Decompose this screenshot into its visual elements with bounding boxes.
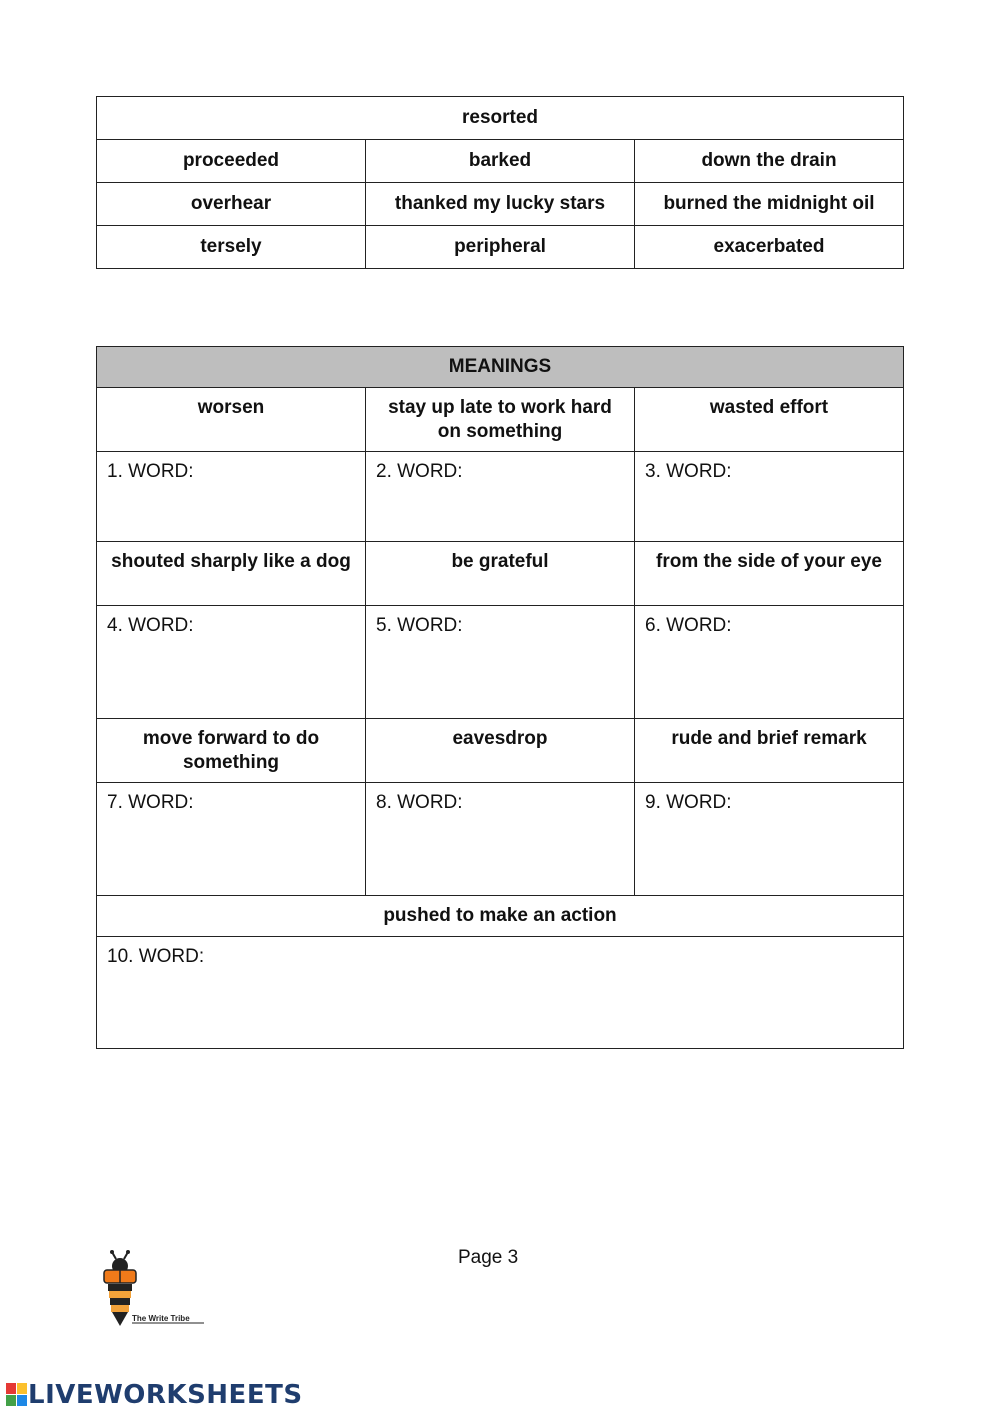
meaning-cell: pushed to make an action xyxy=(97,896,904,937)
liveworksheets-brand xyxy=(6,1380,303,1410)
word-bank-table xyxy=(96,96,904,269)
answer-field-8[interactable]: 8. WORD: xyxy=(366,783,635,896)
answer-field-1[interactable]: 1. WORD: xyxy=(97,452,366,542)
write-tribe-logo xyxy=(96,1250,208,1330)
liveworksheets-text: LIVEWORKSHEETS xyxy=(28,1380,303,1410)
meaning-cell: rude and brief remark xyxy=(635,719,904,783)
meaning-cell: stay up late to work hard on something xyxy=(366,388,635,452)
meanings-table xyxy=(96,346,904,1049)
word-bank-cell: exacerbated xyxy=(635,226,904,269)
answer-field-10[interactable]: 10. WORD: xyxy=(97,937,904,1049)
answer-field-9[interactable]: 9. WORD: xyxy=(635,783,904,896)
answer-field-2[interactable]: 2. WORD: xyxy=(366,452,635,542)
word-bank-cell: tersely xyxy=(97,226,366,269)
answer-field-5[interactable]: 5. WORD: xyxy=(366,606,635,719)
meaning-cell: worsen xyxy=(97,388,366,452)
meanings-title: MEANINGS xyxy=(97,347,904,388)
answer-field-4[interactable]: 4. WORD: xyxy=(97,606,366,719)
word-bank-cell: peripheral xyxy=(366,226,635,269)
answer-field-3[interactable]: 3. WORD: xyxy=(635,452,904,542)
meaning-cell: move forward to do something xyxy=(97,719,366,783)
meaning-cell: from the side of your eye xyxy=(635,542,904,606)
word-bank-cell: barked xyxy=(366,140,635,183)
word-bank-cell: overhear xyxy=(97,183,366,226)
liveworksheets-icon xyxy=(6,1383,28,1407)
meaning-cell: be grateful xyxy=(366,542,635,606)
word-bank-cell: down the drain xyxy=(635,140,904,183)
page-number: Page 3 xyxy=(458,1247,519,1268)
word-bank-header: resorted xyxy=(97,97,904,140)
word-bank-cell: burned the midnight oil xyxy=(635,183,904,226)
answer-field-7[interactable]: 7. WORD: xyxy=(97,783,366,896)
logo-caption: The Write Tribe xyxy=(132,1314,190,1323)
word-bank-cell: thanked my lucky stars xyxy=(366,183,635,226)
answer-field-6[interactable]: 6. WORD: xyxy=(635,606,904,719)
meaning-cell: eavesdrop xyxy=(366,719,635,783)
meaning-cell: wasted effort xyxy=(635,388,904,452)
meaning-cell: shouted sharply like a dog xyxy=(97,542,366,606)
word-bank-cell: proceeded xyxy=(97,140,366,183)
